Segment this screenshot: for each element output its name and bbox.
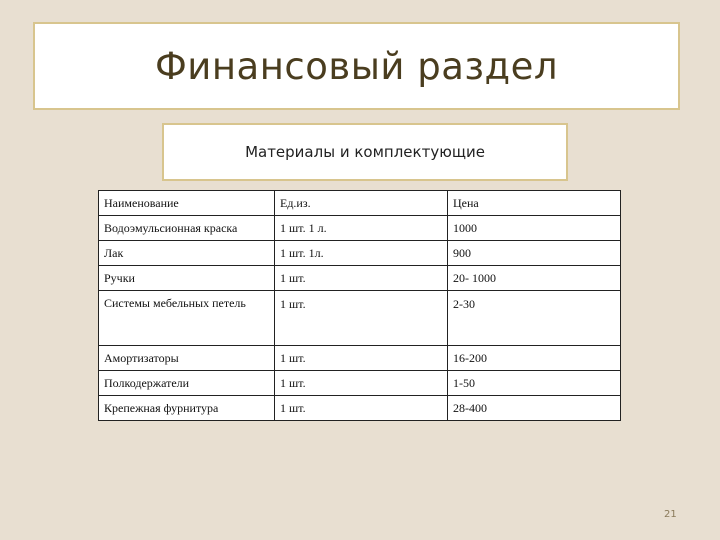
row-price: 28-400 bbox=[448, 396, 621, 421]
table-row bbox=[99, 266, 621, 291]
row-name: Водоэмульсионная краска bbox=[99, 216, 275, 241]
table-row bbox=[99, 291, 621, 346]
table-row bbox=[99, 241, 621, 266]
row-unit: 1 шт. bbox=[275, 346, 448, 371]
section-subtitle: Материалы и комплектующие bbox=[245, 143, 485, 161]
row-unit: 1 шт. 1л. bbox=[275, 241, 448, 266]
row-name: Полкодержатели bbox=[99, 371, 275, 396]
row-price: 1000 bbox=[448, 216, 621, 241]
row-name: Крепежная фурнитура bbox=[99, 396, 275, 421]
subtitle-box bbox=[162, 123, 568, 181]
title-box bbox=[33, 22, 680, 110]
table-row bbox=[99, 346, 621, 371]
row-price: 20- 1000 bbox=[448, 266, 621, 291]
table-header-row bbox=[99, 191, 621, 216]
page-title: Финансовый раздел bbox=[154, 44, 559, 88]
table-row bbox=[99, 216, 621, 241]
page-number: 21 bbox=[664, 509, 677, 520]
row-price: 900 bbox=[448, 241, 621, 266]
row-unit: 1 шт. bbox=[275, 371, 448, 396]
row-name: Системы мебельных петель bbox=[104, 296, 246, 310]
row-unit: 1 шт. bbox=[275, 266, 448, 291]
row-name: Лак bbox=[99, 241, 275, 266]
header-unit: Ед.из. bbox=[275, 191, 448, 216]
row-name-cell bbox=[99, 291, 275, 346]
materials-table bbox=[98, 190, 621, 421]
table-row bbox=[99, 396, 621, 421]
row-unit: 1 шт. 1 л. bbox=[275, 216, 448, 241]
row-name: Ручки bbox=[99, 266, 275, 291]
table-row bbox=[99, 371, 621, 396]
row-price: 1-50 bbox=[448, 371, 621, 396]
row-unit: 1 шт. bbox=[275, 396, 448, 421]
row-name: Амортизаторы bbox=[99, 346, 275, 371]
row-price: 2-30 bbox=[448, 291, 621, 346]
row-price: 16-200 bbox=[448, 346, 621, 371]
row-unit: 1 шт. bbox=[275, 291, 448, 346]
header-price: Цена bbox=[448, 191, 621, 216]
header-name: Наименование bbox=[99, 191, 275, 216]
